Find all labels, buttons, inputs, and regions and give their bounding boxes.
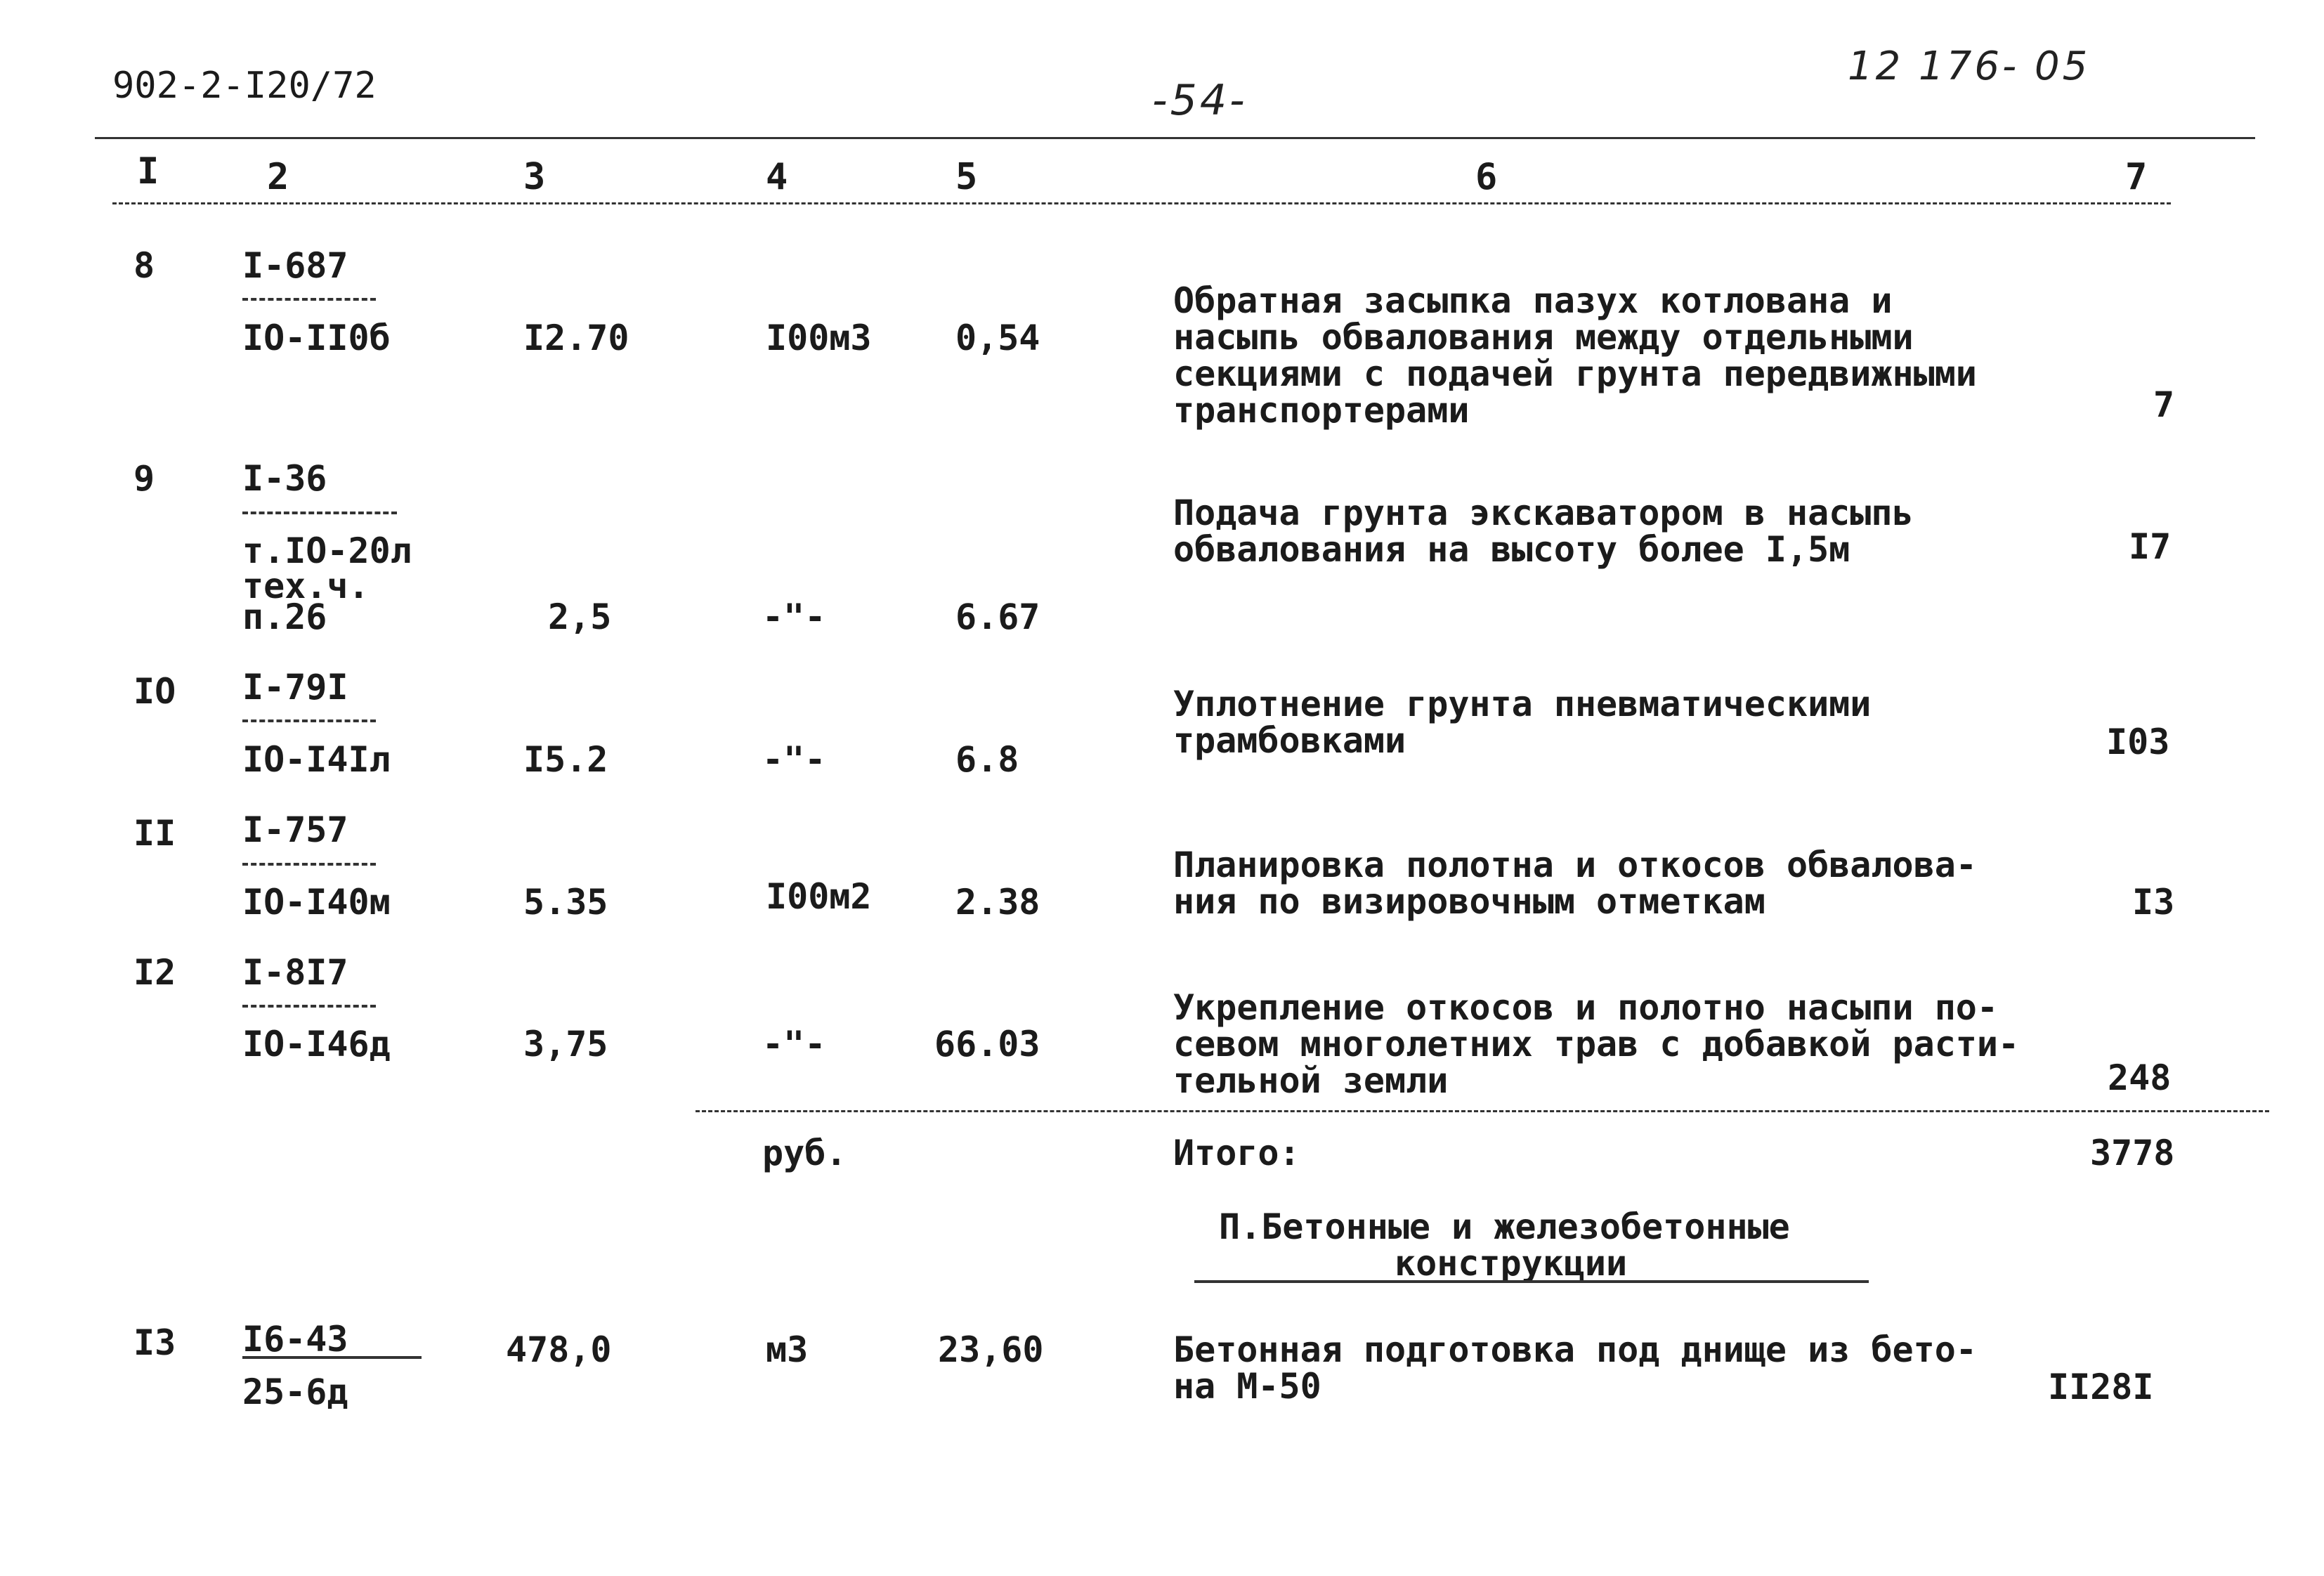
header-rule-top [95, 137, 2255, 139]
subtotal-value: 3778 [2090, 1133, 2175, 1173]
section-underline [1194, 1280, 1869, 1283]
row-number: I2 [133, 952, 176, 993]
row-total: 7 [2153, 384, 2175, 425]
row-total: II28I [2048, 1367, 2154, 1407]
quantity: I5.2 [523, 739, 608, 780]
unit: -"- [762, 739, 826, 780]
page-number: -54- [1152, 76, 1248, 125]
row-number: II [133, 813, 176, 854]
quantity: 5.35 [523, 882, 608, 923]
col-header-6: 6 [1475, 156, 1498, 198]
row-total: I3 [2132, 882, 2175, 923]
row-number: 8 [133, 245, 155, 286]
unit-price: 6.67 [955, 597, 1040, 637]
fraction-line [242, 863, 376, 866]
fraction-line [242, 1356, 422, 1359]
norm-code-note-2: п.26 [242, 597, 327, 637]
norm-code-top: I-687 [242, 245, 348, 286]
norm-code-top: I-79I [242, 667, 348, 708]
col-header-1: I [137, 150, 159, 193]
unit-price: 23,60 [938, 1329, 1044, 1370]
header-rule-bottom [112, 202, 2171, 204]
sheet-id: 12 176- 05 [1848, 44, 2091, 89]
description: Подача грунта экскаватором в насыпь обвалования на высоту более I,5м [1173, 493, 1914, 570]
description: Обратная засыпка пазух котлована и насыпь обвалования между отдельными секциями с подачей грунта передвижными транспортерами [1173, 280, 1977, 431]
norm-code-bottom: IO-I46д [242, 1024, 391, 1064]
col-header-7: 7 [2125, 156, 2148, 198]
row-number: 9 [133, 458, 155, 499]
quantity: 3,75 [523, 1024, 608, 1064]
section-title-line2: конструкции [1395, 1243, 1628, 1284]
norm-code-bottom: 25-6д [242, 1372, 348, 1412]
row-number: I3 [133, 1322, 176, 1363]
description: Укрепление откосов и полотно насыпи по- севом многолетних трав с добавкой расти- тельной земли [1173, 987, 2020, 1101]
document-code: 902-2-I20/72 [112, 65, 377, 107]
col-header-3: 3 [523, 156, 546, 198]
subtotal-rule [696, 1110, 2269, 1112]
norm-code-bottom: IO-I4Iл [242, 739, 391, 780]
description: Бетонная подготовка под днище из бето- на М-50 [1173, 1329, 1977, 1407]
unit: -"- [762, 597, 826, 637]
fraction-line [242, 719, 376, 722]
unit: -"- [762, 1024, 826, 1064]
norm-code-top: I6-43 [242, 1319, 348, 1360]
norm-code-bottom: IO-I40м [242, 882, 391, 923]
unit-price: 0,54 [955, 318, 1040, 358]
subtotal-label: Итого: [1173, 1133, 1300, 1173]
fraction-line [242, 1005, 376, 1008]
description: Планировка полотна и откосов обвалова- ния по визировочным отметкам [1173, 845, 1977, 922]
description: Уплотнение грунта пневматическими трамбовками [1173, 684, 1872, 761]
quantity: 478,0 [506, 1329, 612, 1370]
quantity: I2.70 [523, 318, 629, 358]
row-total: 248 [2108, 1057, 2172, 1098]
norm-code-bottom: т.IO-20л [242, 530, 412, 571]
norm-code-top: I-36 [242, 458, 327, 499]
unit-price: 2.38 [955, 882, 1040, 923]
quantity: 2,5 [548, 597, 612, 637]
col-header-4: 4 [766, 156, 788, 198]
section-title: П.Бетонные и железобетонные [1219, 1206, 1790, 1247]
norm-code-note-1: тех.ч. [242, 566, 370, 606]
unit: м3 [766, 1329, 809, 1370]
unit: I00м3 [766, 318, 872, 358]
row-total: I7 [2129, 526, 2172, 567]
unit: I00м2 [766, 876, 872, 917]
fraction-line [242, 298, 376, 301]
unit-price: 6.8 [955, 739, 1019, 780]
norm-code-top: I-757 [242, 809, 348, 850]
norm-code-bottom: IO-II0б [242, 318, 391, 358]
norm-code-top: I-8I7 [242, 952, 348, 993]
col-header-2: 2 [267, 156, 289, 198]
col-header-5: 5 [955, 156, 978, 198]
unit-price: 66.03 [934, 1024, 1040, 1064]
subtotal-unit: руб. [762, 1133, 847, 1173]
fraction-line [242, 512, 397, 514]
row-total: I03 [2106, 722, 2170, 762]
row-number: IO [133, 671, 176, 712]
